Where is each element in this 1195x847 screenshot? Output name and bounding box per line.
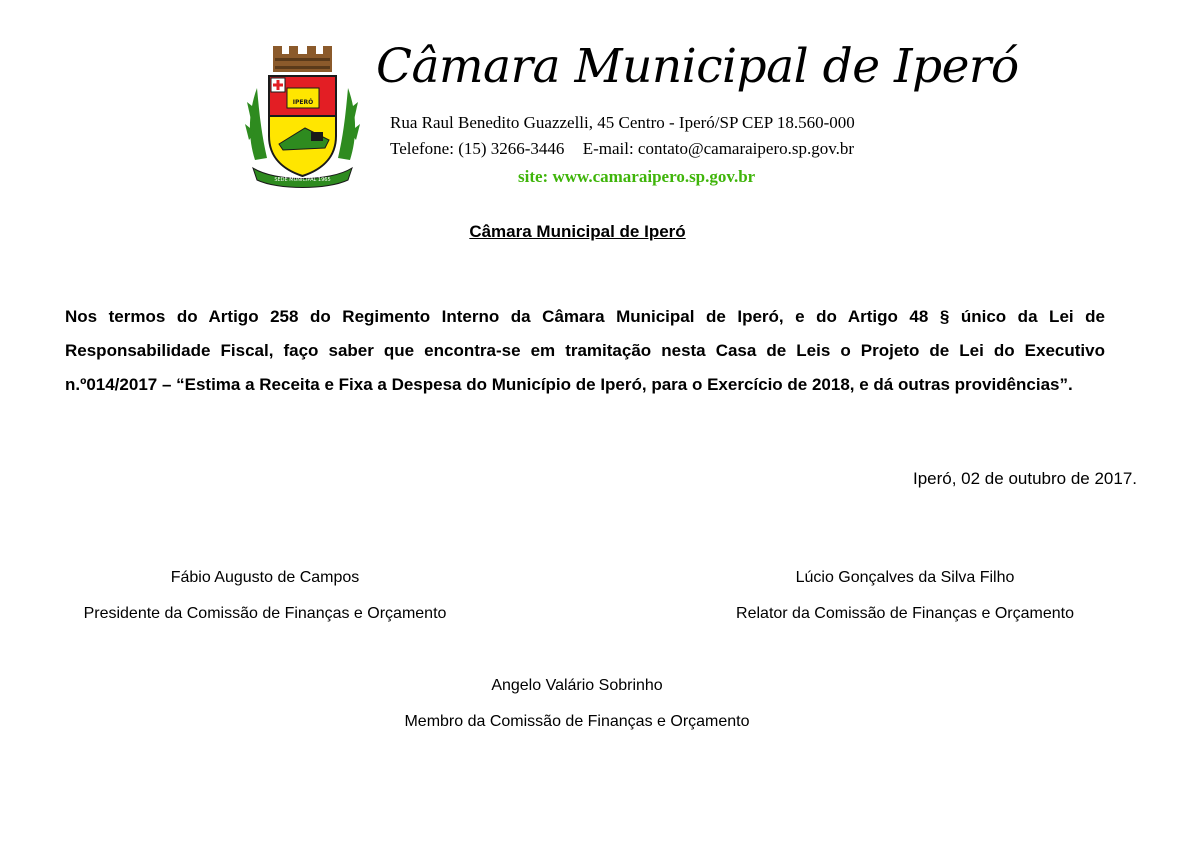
crest-ribbon-text: SEDE MUNICIPAL 1965 — [274, 177, 331, 183]
notice-paragraph: Nos termos do Artigo 258 do Regimento Interno da Câmara Municipal de Iperó, e do Artigo 48 § único da Lei de Responsabilidade Fiscal, faço saber que encontra-se em tramitação nesta Casa de Leis o Projeto de Lei do Executivo n.º014/2017 – “Estima a Receita e Fixa a Despesa do Município de Iperó, para o Exercício de 2018, e dá outras providências”. — [65, 307, 1105, 394]
signature-block-rapporteur — [680, 567, 1130, 625]
letterhead-title: Câmara Municipal de Iperó — [376, 39, 1019, 94]
signature-block-president — [40, 567, 490, 625]
signatory-role: Presidente da Comissão de Finanças e Orçamento — [83, 605, 447, 622]
document-heading: Câmara Municipal de Iperó — [469, 222, 686, 241]
letterhead-site: site: www.camaraipero.sp.gov.br — [518, 167, 756, 186]
signatory-name: Lúcio Gonçalves da Silva Filho — [795, 569, 1015, 586]
letterhead-address: Rua Raul Benedito Guazzelli, 45 Centro - Iperó/SP CEP 18.560-000 — [390, 113, 855, 132]
signatory-name: Fábio Augusto de Campos — [170, 569, 360, 586]
crest-crown — [273, 46, 332, 72]
crest-label: IPERÓ — [292, 99, 314, 106]
signature-block-member — [352, 675, 802, 733]
signatory-role: Relator da Comissão de Finanças e Orçamento — [736, 605, 1074, 622]
date-line: Iperó, 02 de outubro de 2017. — [912, 469, 1137, 488]
signatory-name: Angelo Valário Sobrinho — [491, 677, 663, 694]
letterhead-contact — [390, 138, 854, 160]
signatory-role: Membro da Comissão de Finanças e Orçamento — [404, 713, 750, 730]
letterhead-email: E-mail: contato@camaraipero.sp.gov.br — [582, 139, 855, 158]
municipal-crest-logo — [245, 40, 360, 188]
letterhead-phone: Telefone: (15) 3266-3446 — [390, 139, 565, 158]
